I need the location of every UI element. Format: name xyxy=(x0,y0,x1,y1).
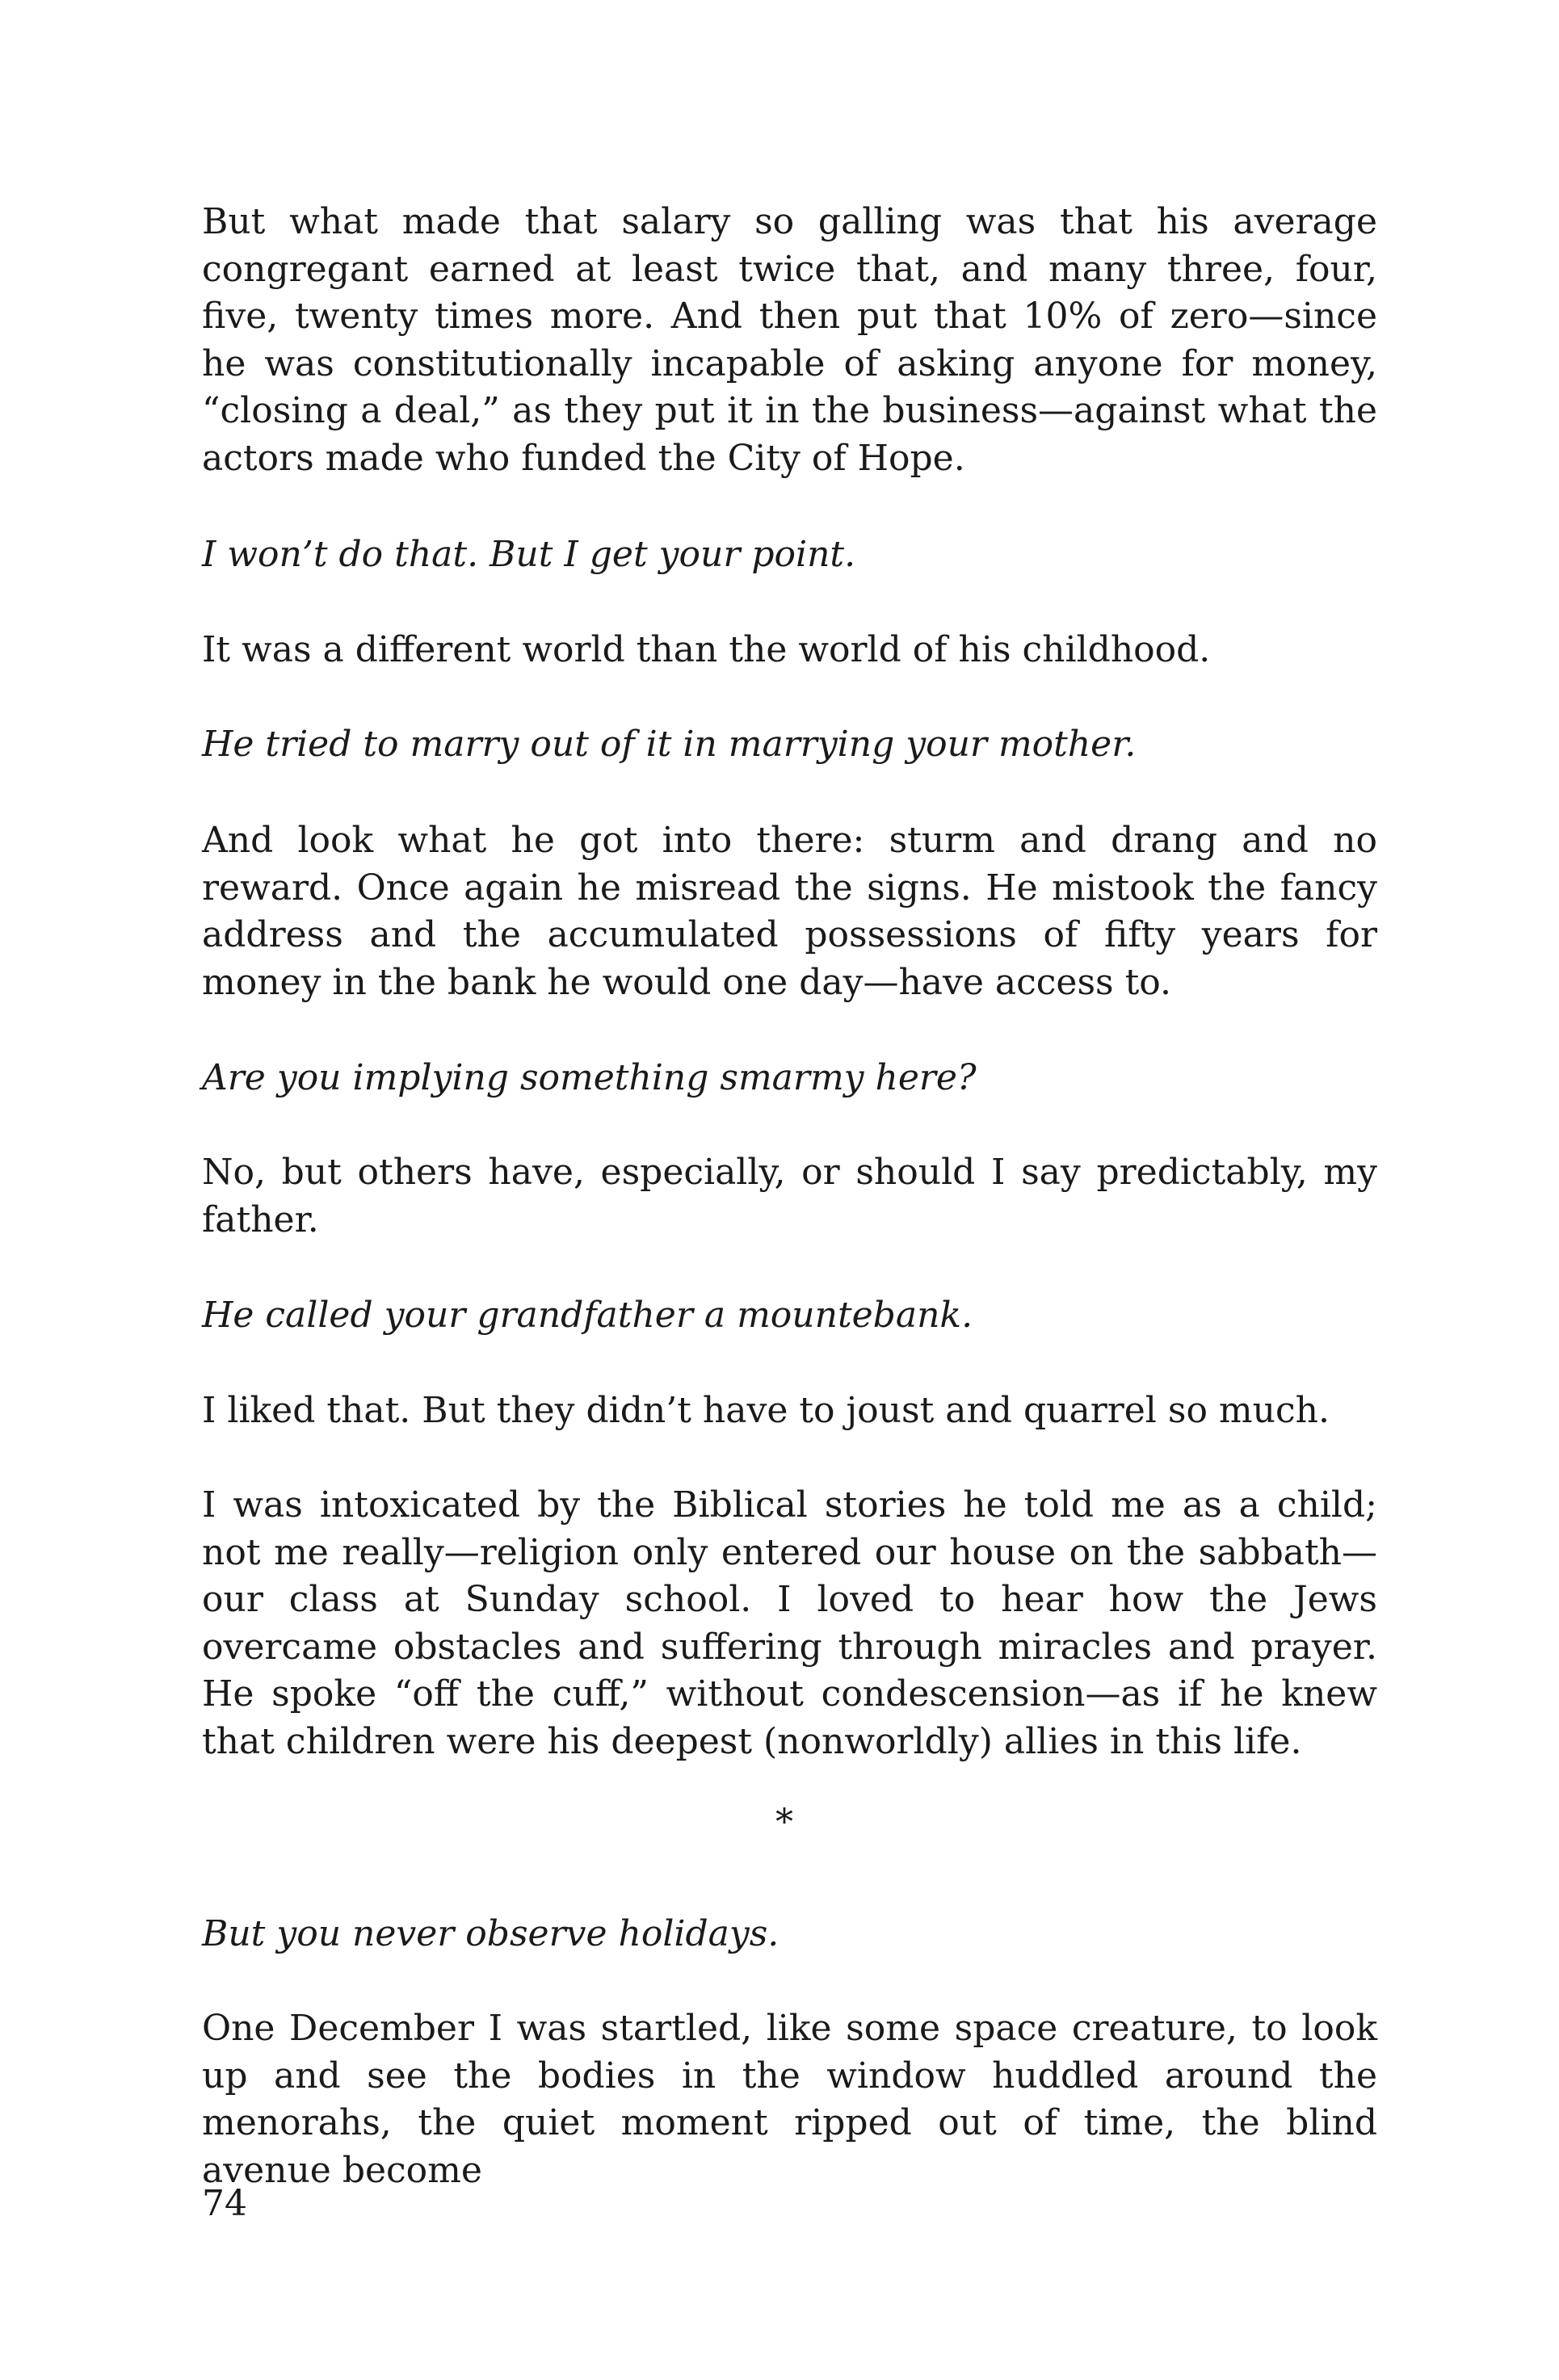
paragraph-7: No, but others have, especially, or should I say predictably, my father. xyxy=(202,1152,1377,1240)
paragraph-2: I won’t do that. But I get your point. xyxy=(202,534,856,575)
paragraph-9: I liked that. But they didn’t have to joust and quarrel so much. xyxy=(202,1390,1330,1431)
paragraph-1: But what made that salary so galling was that his average congregant earned at least twice that, and many three, four, five, twenty times more. And then put that 10% of zero—since he was constitutionally incapable of asking anyone for money, “closing a deal,” as they put it in the business—against what the actors made who funded the City of Hope. xyxy=(202,201,1377,479)
paragraph-12: One December I was startled, like some space creature, to look up and see the bodies in the window huddled around the menorahs, the quiet moment ripped out of time, the blind avenue become xyxy=(202,2008,1377,2191)
paragraph-10: I was intoxicated by the Biblical stories he told me as a child; not me really—religion only entered our house on the sabbath—our class at Sunday school. I loved to hear how the Jews overcame obstacles and suffering through miracles and prayer. He spoke “off the cuff,” without condescension—as if he knew that children were his deepest (nonworldly) allies in this life. xyxy=(202,1484,1377,1762)
paragraph-3: It was a different world than the world of his childhood. xyxy=(202,629,1211,670)
paragraph-6: Are you implying something smarmy here? xyxy=(202,1057,977,1098)
paragraph-5: And look what he got into there: sturm and drang and no reward. Once again he misread the signs. He mistook the fancy address and the accumulated possessions of fifty years for money in the bank he would one day—have access to. xyxy=(202,820,1377,1003)
paragraph-4: He tried to marry out of it in marrying your mother. xyxy=(202,724,1137,765)
page-number: 74 xyxy=(202,2183,247,2224)
section-break: * xyxy=(775,1802,793,1843)
paragraph-8: He called your grandfather a mountebank. xyxy=(202,1295,973,1336)
paragraph-11: But you never observe holidays. xyxy=(202,1913,780,1954)
